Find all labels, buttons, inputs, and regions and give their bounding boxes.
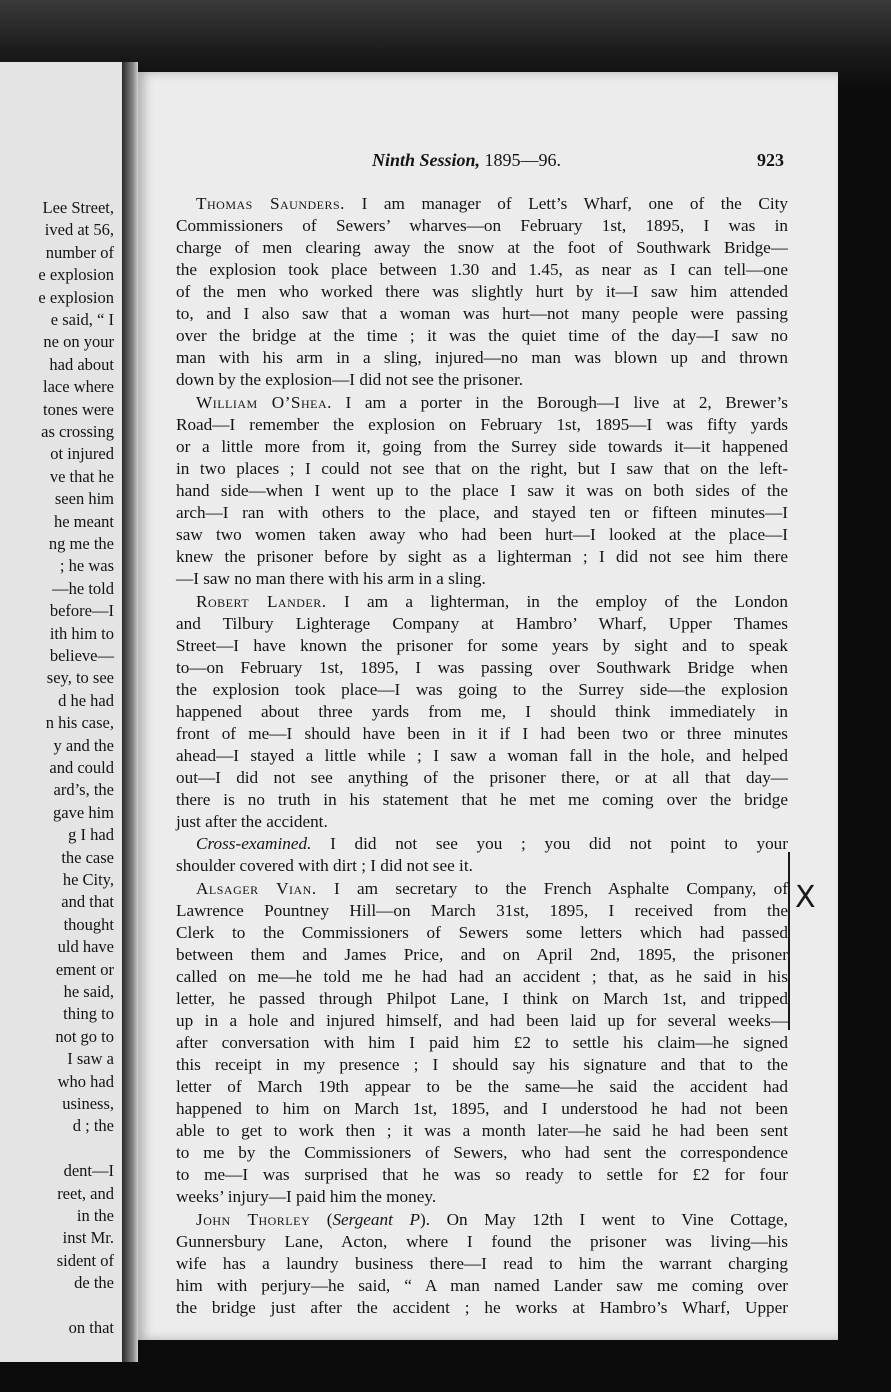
cross-examined-label: Cross-examined. bbox=[196, 834, 312, 853]
paragraph-line: just after the accident. bbox=[176, 812, 328, 831]
facing-page-line: g I had bbox=[68, 825, 114, 845]
paragraph-line: to me by the Commissioners of Sewers, who had sent the correspondence bbox=[176, 1143, 788, 1162]
session-title: Ninth Session, bbox=[372, 150, 481, 170]
paragraph-line bbox=[196, 834, 788, 854]
facing-page-line: sident of bbox=[56, 1250, 114, 1270]
witness-rank: Sergeant P bbox=[332, 1210, 420, 1229]
line-text: ). bbox=[419, 1210, 430, 1229]
facing-page-line: who had bbox=[57, 1071, 114, 1091]
paragraph-line bbox=[196, 393, 788, 413]
witness-name: Alsager Vian. bbox=[196, 879, 317, 898]
paragraph-line: man with his arm in a sling, injured—no man was blown up and thrown bbox=[176, 348, 788, 367]
paragraph-line: Lawrence Pountney Hill—on March 31st, 1895, I received from the bbox=[176, 901, 788, 920]
paragraph-line: happened to him on March 1st, 1895, and I understood he had not been bbox=[176, 1099, 788, 1118]
witness-name: Robert Lander. bbox=[196, 592, 327, 611]
line-text: On May 12th I went to Vine Cottage, bbox=[430, 1210, 788, 1229]
paragraph-line: letter, he passed through Philpot Lane, I think on March 1st, and tripped bbox=[176, 989, 788, 1008]
paragraph-line: the explosion took place—I was going to the Surrey side—the explosion bbox=[176, 680, 788, 699]
paragraph-line: up in a hole and injured himself, and had been laid up for several weeks— bbox=[176, 1011, 788, 1030]
paragraph-line bbox=[196, 879, 788, 899]
paragraph-line: —I saw no man there with his arm in a sling. bbox=[176, 569, 486, 588]
facing-page-line: in the bbox=[76, 1206, 114, 1225]
paragraph-line: Commissioners of Sewers’ wharves—on February 1st, 1895, I was in bbox=[176, 216, 788, 235]
line-text: I am a porter in the Borough—I live at 2, Brewer’s bbox=[331, 393, 788, 412]
paragraph-line: Street—I have known the prisoner for some years by sight and to speak bbox=[176, 636, 788, 655]
line-text: ( bbox=[310, 1210, 333, 1229]
facing-page-line: e explosion bbox=[38, 287, 114, 307]
paragraph-line: letter of March 19th appear to be the same—he said the accident had bbox=[176, 1077, 788, 1096]
facing-page-line: ; he was bbox=[59, 556, 114, 576]
book-gutter bbox=[122, 62, 138, 1362]
facing-page-line: number of bbox=[45, 242, 114, 262]
witness-name: John Thorley bbox=[196, 1210, 311, 1229]
facing-page-line: ng me the bbox=[48, 534, 114, 553]
facing-page-line: Lee Street, bbox=[42, 198, 114, 217]
paragraph-line: called on me—he told me he had had an accident ; that, as he said in his bbox=[176, 967, 788, 986]
facing-page-line: uld have bbox=[57, 937, 114, 957]
facing-page-line: on that bbox=[68, 1318, 114, 1337]
facing-page-line: he City, bbox=[62, 870, 114, 889]
facing-page-line: had about bbox=[49, 354, 114, 374]
paragraph-line: knew the prisoner before by sight as a lighterman ; I did not see him there bbox=[176, 547, 788, 566]
paragraph-line: between them and James Price, and on April 2nd, 1895, the prisoner bbox=[176, 945, 788, 964]
paragraph-line: out—I did not see anything of the prisoner there, or at all that day— bbox=[176, 768, 788, 787]
running-head bbox=[372, 150, 561, 171]
facing-page-line: e explosion bbox=[38, 265, 114, 285]
facing-page-line: dent—I bbox=[63, 1161, 114, 1181]
facing-page-line: ve that he bbox=[49, 466, 114, 486]
facing-page-line: the case bbox=[61, 847, 114, 867]
paragraph-line: able to get to work then ; it was a month later—he said he had been sent bbox=[176, 1121, 788, 1140]
facing-page-line: thought bbox=[63, 914, 114, 934]
paragraph-line: this receipt in my presence ; I should say his signature and that to the bbox=[176, 1055, 788, 1074]
paragraph-line: Gunnersbury Lane, Acton, where I found the prisoner was living—his bbox=[176, 1232, 788, 1251]
facing-page-line: reet, and bbox=[57, 1183, 114, 1203]
paragraph-line: there is no truth in his statement that he met me coming over the bridge bbox=[176, 790, 788, 809]
paragraph-line: over the bridge at the time ; it was the quiet time of the day—I saw no bbox=[176, 326, 788, 345]
line-text: I did not see you ; you did not point to your bbox=[311, 834, 788, 853]
paragraph-line: front of me—I should have been in it if I had been two or three minutes bbox=[176, 724, 788, 743]
facing-page-line: he meant bbox=[53, 511, 114, 531]
paragraph-line: wife has a laundry business there—I read to him the warrant charging bbox=[176, 1254, 788, 1273]
witness-name: William O’Shea. bbox=[196, 393, 332, 412]
facing-page-line: y and the bbox=[53, 735, 114, 755]
paragraph-line: arch—I ran with others to the place, and stayed ten or fifteen minutes—I bbox=[176, 503, 788, 522]
paragraph-line: hand side—when I went up to the place I saw it was on both sides of the bbox=[176, 481, 788, 500]
facing-page-line: as crossing bbox=[41, 422, 114, 441]
paragraph-line: after conversation with him I paid him £2 to settle his claim—he signed bbox=[176, 1033, 788, 1052]
paragraph-line: to—on February 1st, 1895, I was passing over Southwark Bridge when bbox=[176, 658, 788, 677]
paragraph-line: him with perjury—he said, “ A man named Lander saw me coming over bbox=[176, 1276, 788, 1295]
line-text: I am a lighterman, in the employ of the London bbox=[326, 592, 788, 611]
paragraph-line: to, and I also saw that a woman was hurt—not many people were passing bbox=[176, 304, 788, 323]
facing-page-line: ot injured bbox=[50, 444, 114, 464]
line-text: I am manager of Lett’s Wharf, one of the City bbox=[344, 194, 788, 213]
margin-bracket bbox=[788, 852, 790, 1030]
facing-page-line: tones were bbox=[42, 399, 114, 419]
facing-page-line: believe— bbox=[49, 646, 114, 665]
facing-page-fragment bbox=[0, 62, 125, 1362]
paragraph-line bbox=[196, 1210, 788, 1230]
paragraph-line: the explosion took place between 1.30 and 1.45, as near as I can tell—one bbox=[176, 260, 788, 279]
paragraph-line: or a little more from it, going from the Surrey side towards it—it happened bbox=[176, 437, 788, 456]
paragraph-line: the bridge just after the accident ; he works at Hambro’s Wharf, Upper bbox=[176, 1298, 788, 1317]
witness-name: Thomas Saunders. bbox=[196, 194, 345, 213]
paragraph-line: charge of men clearing away the snow at the foot of Southwark Bridge— bbox=[176, 238, 788, 257]
paragraph-line: ahead—I stayed a little while ; I saw a woman fall in the hole, and helped bbox=[176, 746, 788, 765]
facing-page-line: he said, bbox=[63, 982, 114, 1001]
paragraph-line: happened about three yards from me, I should think immediately in bbox=[176, 702, 788, 721]
paragraph-line: Clerk to the Commissioners of Sewers some letters which had passed bbox=[176, 923, 788, 942]
facing-page-line: seen him bbox=[54, 489, 114, 509]
facing-page-line: ne on your bbox=[43, 332, 114, 352]
line-text: I am secretary to the French Asphalte Company, of bbox=[316, 879, 788, 898]
facing-page-line: not go to bbox=[55, 1026, 114, 1046]
session-years: 1895—96. bbox=[480, 150, 562, 170]
facing-page-line: before—I bbox=[49, 601, 114, 621]
facing-page-line: d ; the bbox=[72, 1116, 114, 1136]
facing-page-line: sey, to see bbox=[46, 668, 114, 688]
facing-page-line: ard’s, the bbox=[53, 780, 114, 800]
facing-page-line: gave him bbox=[53, 802, 114, 822]
facing-page-line: and could bbox=[49, 758, 114, 777]
facing-page-line: n his case, bbox=[45, 713, 114, 733]
facing-page-line: ived at 56, bbox=[44, 220, 114, 240]
facing-page-line: ith him to bbox=[49, 623, 114, 643]
paragraph-line: shoulder covered with dirt ; I did not see it. bbox=[176, 856, 473, 875]
paragraph-line: Road—I remember the explosion on February 1st, 1895—I was fifty yards bbox=[176, 415, 788, 434]
facing-page-line: inst Mr. bbox=[62, 1228, 114, 1248]
paragraph-line: down by the explosion—I did not see the prisoner. bbox=[176, 370, 524, 389]
facing-page-line: —he told bbox=[52, 578, 114, 598]
facing-page-line: and that bbox=[61, 892, 114, 912]
paragraph-line: saw two women taken away who had been hurt—I looked at the place—I bbox=[176, 525, 788, 544]
facing-page-line: lace where bbox=[43, 377, 114, 397]
margin-annotation: X bbox=[795, 880, 816, 915]
facing-page-line: e said, “ I bbox=[50, 310, 114, 329]
paragraph-line: weeks’ injury—I paid him the money. bbox=[176, 1187, 437, 1206]
paragraph-line bbox=[196, 592, 788, 612]
facing-page-line: de the bbox=[74, 1273, 114, 1293]
facing-page-line: thing to bbox=[63, 1004, 114, 1024]
paragraph-line: in two places ; I could not see that on the right, but I saw that on the left- bbox=[176, 459, 788, 478]
paragraph-line: to me—I was surprised that he was so ready to settle for £2 for four bbox=[176, 1165, 788, 1184]
page-number: 923 bbox=[757, 150, 784, 170]
paragraph-line bbox=[196, 194, 788, 214]
paragraph-line: of the men who worked there was slightly hurt by it—I saw him attended bbox=[176, 282, 788, 301]
facing-page-line: usiness, bbox=[62, 1094, 114, 1113]
facing-page-line: I saw a bbox=[67, 1049, 114, 1069]
facing-page-line: d he had bbox=[58, 690, 114, 710]
paragraph-line: and Tilbury Lighterage Company at Hambro’ Wharf, Upper Thames bbox=[176, 614, 788, 633]
facing-page-line: ement or bbox=[55, 959, 114, 979]
